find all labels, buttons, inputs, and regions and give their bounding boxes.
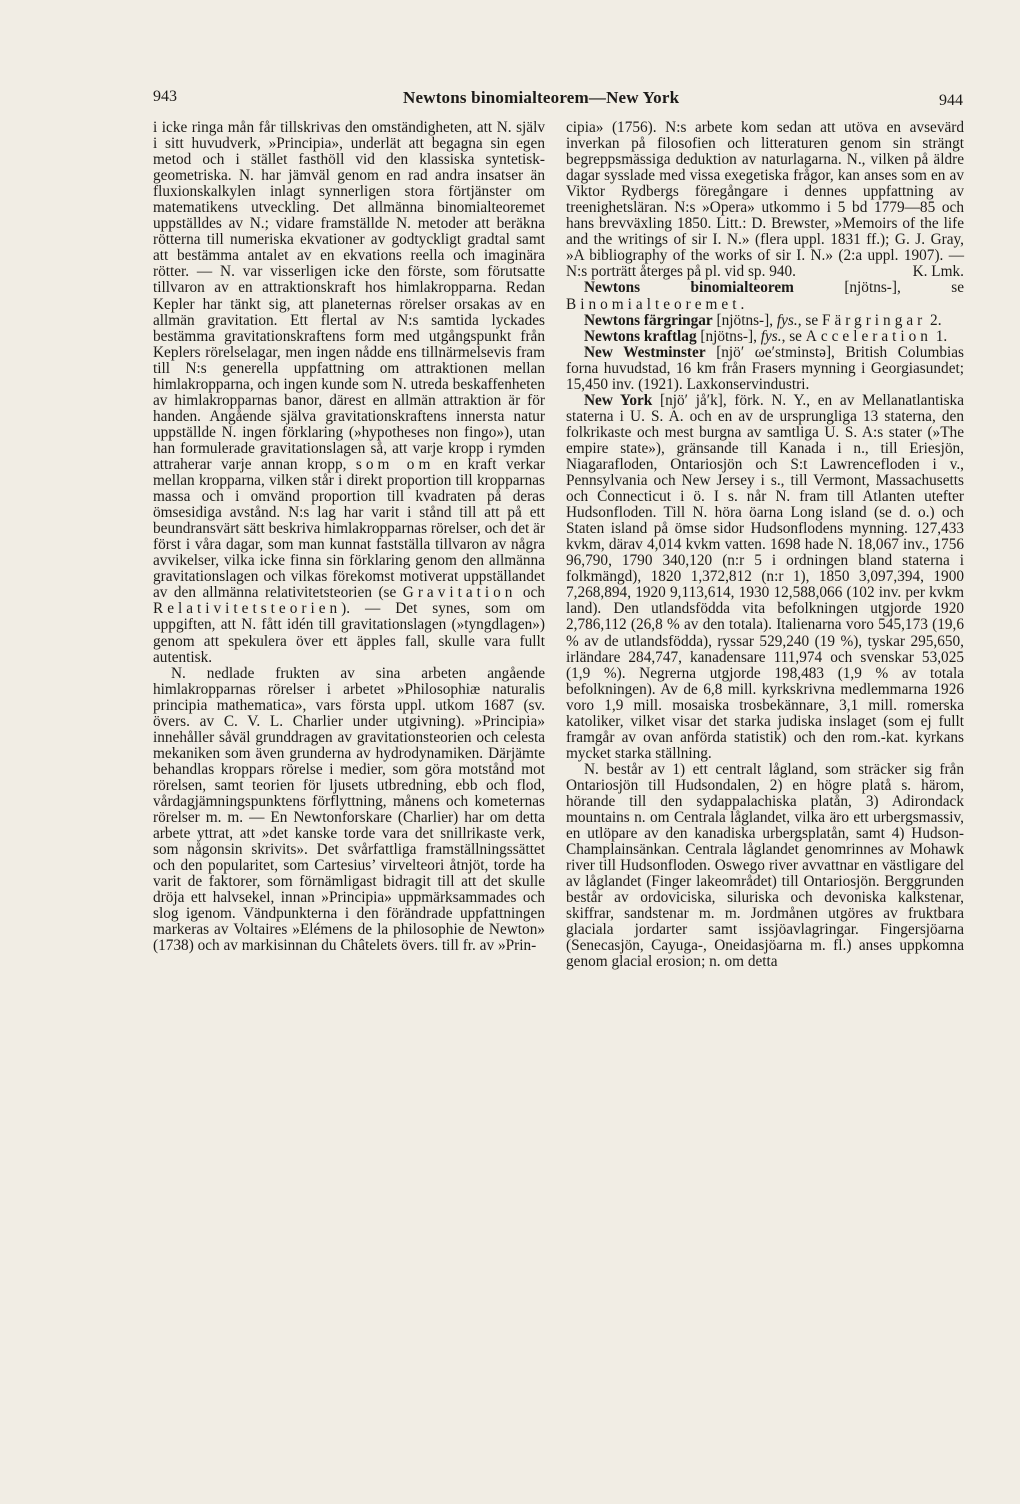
entry-new-york [566,393,964,762]
entry-headword: New Westminster [584,343,706,361]
cross-reference: Gravitation [402,584,517,602]
entry-newtons-binomialteorem [566,280,964,312]
entry-newtons-kraftlag [566,329,964,345]
text-run: och [522,584,545,602]
text-run: , se [797,311,822,329]
text-run: , se [781,327,806,345]
text-run: [njö′ ωe′stminstə], British Columbias forna huvudstad, 16 km från Frasers mynning i Georgiasundet; 15,450 inv. (1921). Laxkonservindustri. [566,343,964,393]
entry-new-westminster [566,345,964,393]
entry-headword: Newtons kraftlag [584,327,697,345]
cross-reference: Relativitetsteorien [153,600,342,618]
entry-headword: Newtons binomialteorem [584,279,794,297]
text-run: ). — Det synes, som om uppgiften, att N. fått idén till gravitationslagen (»tyngdlagen») genom att spekulera över ett äpples fall, skulle vara fullt autentisk. [153,600,545,666]
page-number-right: 944 [939,92,963,109]
running-title: Newtons binomialteorem—New York [403,88,680,107]
paragraph [566,120,964,280]
page-header [153,88,963,116]
cross-reference: Acceleration [805,327,932,345]
text-run: 2. [926,311,942,329]
abbreviation: fys. [760,327,782,345]
text-run: [njötns-], [696,327,761,345]
entry-headword: New York [584,391,653,409]
right-column [566,120,964,1480]
text-run: 1. [931,327,948,345]
cross-reference: Binomialteoremet [566,295,741,313]
paragraph [153,120,545,666]
entry-newtons-fargringar [566,313,964,329]
text-run: [njötns-], se [793,279,964,297]
author-signature: K. Lmk. [912,263,964,281]
text-run: i icke ringa mån får tillskrivas den omständigheten, att N. själv i sitt huvudverk, »Principia», underlät att begagna sin egen metod och i stället fasthöll vid den klassiska syntetisk-geometriska. N. har jämväl genom en rad andra insatser än fluxionskalkylen inlagt synnerligen stora förtjänster om matematikens utveckling. Det allmänna binomialteoremet uppställdes av N.; vidare framställde N. metoder att beräkna rötterna till numeriska ekvationer av godtyckligt gradtal samt att bestämma antalet av en ekvations reella och imaginära rötter. — N. var visserligen icke den förste, som förutsatte tillvaron av en attraktionskraft hos himlakropparna. Redan Kepler har tänkt sig, att planeternas rörelser orsakas av en allmän gravitation. Ett flertal av N:s samtida lyckades bestämma gravitationskraftens form med utgångspunkt från Keplers rörelselagar, men ingen nådde ens tillnärmelsevis fram till N:s generella uppfattning om attraktionen mellan himlakropparna, och ingen kunde som N. utreda beskaffenheten av himlakropparnas banor, därest en allmän attraktion är för handen. Angående själva gravitationskraftens innersta natur uppställde N. ingen förklaring (»hypotheses non fingo»), utan han formulerade gravitationslagen så, att varje kropp i rymden attraherar varje annan kropp, [153,119,545,473]
paragraph: N. består av 1) ett centralt lågland, som sträcker sig från Ontariosjön till Hudsondalen, 2) en högre platå s. härom, hörande till den sydappalachiska platån, 3) Adirondack mountains n. om Centrala låglandet, vilka äro ett urbergsmassiv, en utlöpare av den kanadiska urbergsplatån, samt 4) Hudson-Champlainsänkan. Centrala låglandet genomrinnes av Mohawk river till Hudsonfloden. Oswego river avvattnar en västligare del av låglandet (Finger lakeområdet) till Ontariosjön. Berggrunden består av ordoviciska, siluriska och devoniska kalkstenar, skiffrar, sandstenar m. m. Jordmånen utgöres av fruktbara glaciala jordarter samt issjöavlagringar. Fingersjöarna (Senecasjön, Cayuga-, Oneidasjöarna m. fl.) anses uppkomna genom glacial erosion; n. om detta [566,760,964,971]
page-number-left: 943 [153,88,177,105]
text-run: cipia» (1756). N:s arbete kom sedan att utöva en avsevärd inverkan på filosofien och litteraturen genom sin strängt begreppsmässiga deduktion av naturlagarna. N., vilken på äldre dagar sysslade med vissa exegetiska frågor, kan anses som en av Viktor Rydbergs föregångare i dennes uppfattning av treenighetsläran. N:s »Opera» utkommo i 5 bd 1779—85 och hans brevväxling 1850. Litt.: D. Brewster, »Memoirs of the life and the writings of sir I. N.» (flera uppl. 1831 ff.); G. J. Gray, »A bibliography of the works of sir I. N.» (2:a uppl. 1907). — N:s porträtt återges på pl. vid sp. 940. [566,119,964,281]
emphasis-spaced: som om [355,455,435,473]
text-run: [njö′ jå′k], förk. N. Y., en av Mellanatlantiska staterna i U. S. A. och en av de ursprungliga 13 staterna, den folkrikaste och mest burgna av samtliga U. S. A:s stater (»The empire state»), gränsande till Kanada i n., till Eriesjön, Niagarafloden, Ontariosjön och S:t Lawrencefloden i v., Pennsylvania och New Jersey i s., till Vermont, Massachusetts och Connecticut i ö. I s. når N. fram till Atlanten utefter Hudsonfloden. Till N. höra öarna Long island (se d. o.) och Staten island på ömse sidor Hudsonflodens mynning. 127,433 kvkm, därav 4,014 kvkm vatten. 1698 hade N. 18,067 inv., 1756 96,790, 1790 340,120 (n:r 5 i ordningen bland staterna i folkmängd), 1820 1,372,812 (n:r 1), 1850 3,097,394, 1900 7,268,894, 1920 9,113,614, 1930 12,588,066 (102 inv. per kvkm land). Den utlandsfödda vita befolkningen utgjorde 1920 2,786,112 (26,8 % av den totala). Italienarna voro 545,173 (19,6 % av de utlandsfödda), ryssar 529,240 (19 %), tyskar 295,650, irländare 284,747, kanadensare 111,974 och svenskar 53,025 (1,9 %). Negrerna utgjorde 198,483 (1,9 % av totala befolkningen). Av de 6,8 mill. kyrkskrivna medlemmarna 1926 voro 1,9 mill. mosaiska trosbekännare, 3,1 mill. romerska katoliker, vilket visar det starka judiska inslaget (som ej fullt framgår av ovan anförda statistik) och den rom.-kat. kyrkans mycket starka ställning. [566,391,964,762]
text-run: en kraft verkar mellan kropparna, vilken står i direkt proportion till kropparnas massa och i omvänd proportion till kvadraten på deras ömsesidiga avstånd. N:s lag har varit i stånd till att på ett beundransvärt sätt beskriva himlakropparnas rörelser, och det är först i våra dagar, som man kunnat fastställa tillvaron av några avvikelser, vilka icke finna sin förklaring genom den allmänna gravitationslagen och vilkas förekomst motiverat uppställandet av den allmänna relativitetsteorien (se [153,455,545,602]
entry-headword: Newtons färgringar [584,311,713,329]
text-run: [njötns-], [712,311,777,329]
text-run: . [740,295,745,313]
cross-reference: Färgringar [821,311,927,329]
left-column [153,120,545,1480]
paragraph: N. nedlade frukten av sina arbeten angående himlakropparnas rörelser i arbetet »Philosophiæ naturalis principia mathematica», vars första uppl. utkom 1687 (sv. övers. av C. V. L. Charlier under utgivning). »Principia» innehåller såväl grunddragen av gravitationsteorien och celesta mekaniken som även grunderna av hydrodynamiken. Därjämte behandlas kroppars rörelse i medier, som göra motstånd mot rörelsen, samt teorien för ljusets utbredning, ebb och flod, vårdagjämningspunktens förflyttning, månens och kometernas rörelser m. m. — En Newtonforskare (Charlier) har om detta arbete yttrat, att »det kanske torde vara det snillrikaste verk, som någonsin skrivits». Det svårfattliga framställningssättet och den popularitet, som Cartesius’ virvelteori åtnjöt, torde ha varit de faktorer, som förnämligast bidragit till att det skulle dröja ett halvsekel, innan »Principia» uppmärksammades och slog igenom. Vändpunkterna i den förändrade uppfattningen markeras av Voltaires »Elémens de la philosophie de Newton» (1738) och av markisinnan du Châtelets övers. till fr. av »Prin- [153,664,545,955]
abbreviation: fys. [776,311,798,329]
